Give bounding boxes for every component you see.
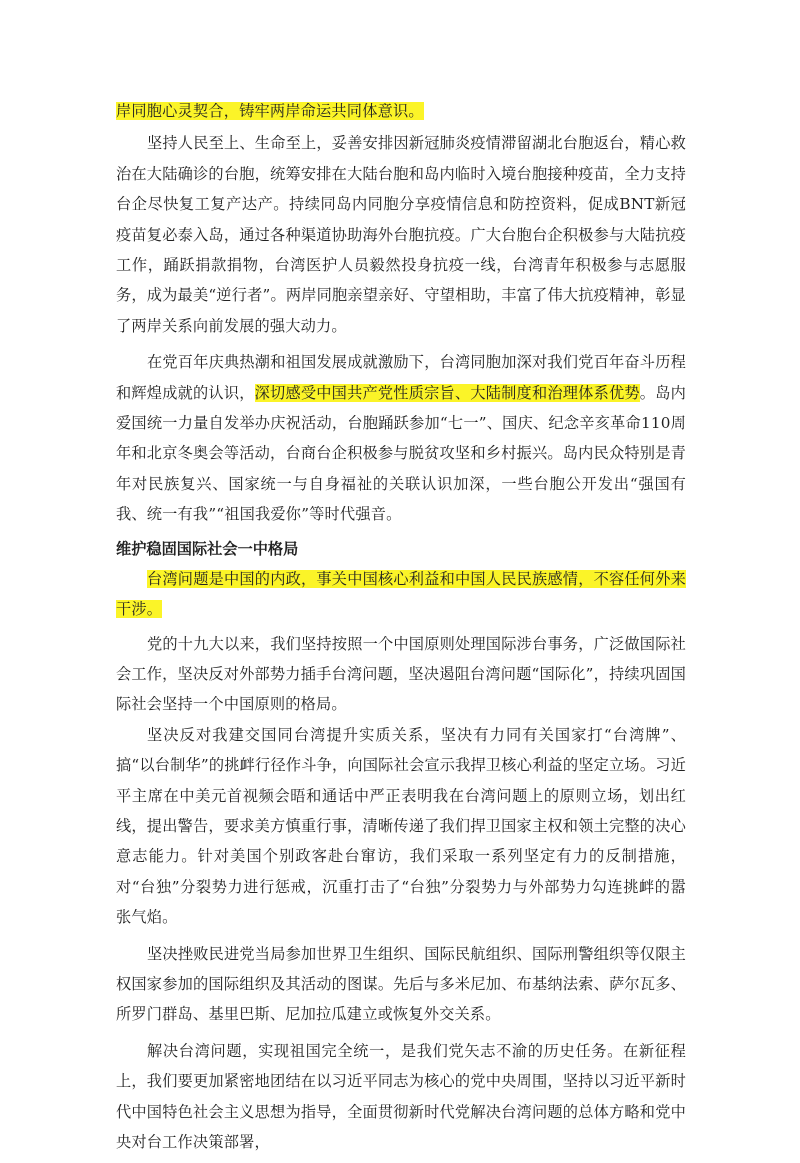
paragraph-party-centenary xyxy=(116,347,686,529)
paragraph-epidemic-support: 坚持人民至上、生命至上，妥善安排因新冠肺炎疫情滞留湖北台胞返台，精心救治在大陆确诊的台胞，统筹安排在大陆台胞和岛内临时入境台胞接种疫苗，全力支持台企尽快复工复产达产。持续同岛内同胞分享疫情信息和防控资料，促成BNT新冠疫苗复必泰入岛，通过各种渠道协助海外台胞抗疫。广大台胞台企积极参与大陆抗疫工作，踊跃捐款捐物，台湾医护人员毅然投身抗疫一线，台湾青年积极参与志愿服务，成为最美“逆行者”。两岸同胞亲望亲好、守望相助，丰富了伟大抗疫精神，彰显了两岸关系向前发展的强大动力。 xyxy=(116,134,686,335)
highlighted-text: 深切感受中国共产党性质宗旨、大陆制度和治理体系优势 xyxy=(254,383,640,402)
document-page xyxy=(116,96,686,1163)
paragraph-one-china-principle: 党的十九大以来，我们坚持按照一个中国原则处理国际涉台事务，广泛做国际社会工作，坚决反对外部势力插手台湾问题，坚决遏阻台湾问题“国际化”，持续巩固国际社会坚持一个中国原则的格局。 xyxy=(116,634,686,714)
paragraph-text: 在党百年庆典热潮和祖国发展成就激励下，台湾同胞加深对我们党百年奋斗历程和辉煌成就的认识， xyxy=(116,353,686,402)
paragraph-international-organizations: 坚决挫败民进党当局参加世界卫生组织、国际民航组织、国际刑警组织等仅限主权国家参加的国际组织及其活动的图谋。先后与多米尼加、布基纳法索、萨尔瓦多、所罗门群岛、基里巴斯、尼加拉瓜建立或恢复外交关系。 xyxy=(116,944,686,1024)
paragraph-historic-task: 解决台湾问题，实现祖国完全统一，是我们党矢志不渝的历史任务。在新征程上，我们要更加紧密地团结在以习近平同志为核心的党中央周围，坚持以习近平新时代中国特色社会主义思想为指导，全面贯彻新时代党解决台湾问题的总体方略和党中央对台工作决策部署， xyxy=(116,1041,686,1151)
highlighted-text: 岸同胞心灵契合，铸牢两岸命运共同体意识。 xyxy=(116,102,424,120)
paragraph-continuation xyxy=(116,96,686,126)
highlighted-text: 台湾问题是中国的内政，事关中国核心利益和中国人民民族感情，不容任何外来干涉。 xyxy=(116,569,686,619)
section-heading: 维护稳固国际社会一中格局 xyxy=(116,539,299,558)
paragraph-text: 。岛内爱国统一力量自发举办庆祝活动，台胞踊跃参加“七一”、国庆、纪念辛亥革命110周年和北京冬奥会等活动，台商台企积极参与脱贫攻坚和乡村振兴。岛内民众特别是青年对民族复兴、国家统一与自身福祉的关联认识加深，一些台胞公开发出“强国有我、统一有我”“祖国我爱你”等时代强音。 xyxy=(116,383,686,524)
paragraph-internal-affair xyxy=(116,564,686,625)
paragraph-oppose-interference: 坚决反对我建交国同台湾提升实质关系，坚决有力同有关国家打“台湾牌”、搞“以台制华”的挑衅行径作斗争，向国际社会宣示我捍卫核心利益的坚定立场。习近平主席在中美元首视频会晤和通话中严正表明我在台湾问题上的原则立场，划出红线，提出警告，要求美方慎重行事，清晰传递了我们捍卫国家主权和领土完整的决心意志能力。针对美国个别政客赴台窜访，我们采取一系列坚定有力的反制措施，对“台独”分裂势力进行惩戒，沉重打击了“台独”分裂势力与外部势力勾连挑衅的嚣张气焰。 xyxy=(116,725,686,927)
